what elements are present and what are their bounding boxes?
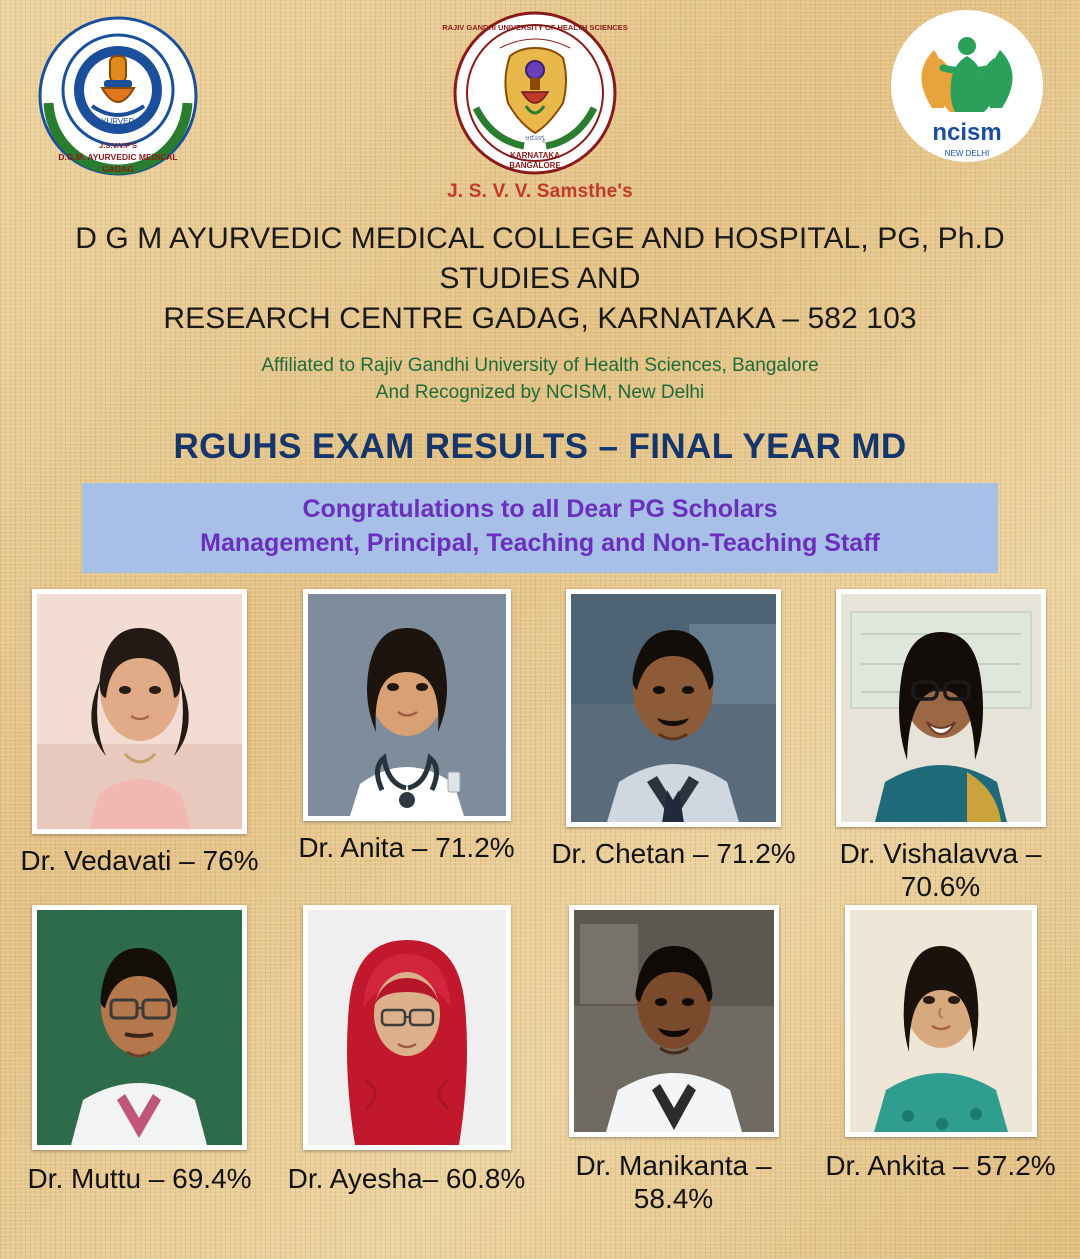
scholar-photo — [37, 910, 242, 1145]
svg-text:AYURVEDA: AYURVEDA — [96, 117, 140, 126]
scholar-photo — [850, 910, 1032, 1132]
photo-frame — [836, 589, 1046, 827]
scholar-card — [273, 589, 540, 903]
svg-text:KARNATAKA: KARNATAKA — [510, 151, 560, 160]
svg-text:BANGALORE: BANGALORE — [509, 161, 561, 170]
scholar-photo — [571, 594, 776, 822]
svg-text:D.G.M. AYURVEDIC MEDICAL: D.G.M. AYURVEDIC MEDICAL — [58, 152, 178, 162]
samsthe-line: J. S. V. V. Samsthe's — [447, 181, 633, 202]
scholar-caption: Dr. Manikanta – 58.4% — [575, 1149, 772, 1214]
photo-frame — [32, 589, 247, 834]
scholar-caption: Dr. Ankita – 57.2% — [825, 1149, 1056, 1181]
svg-text:RAJIV GANDHI UNIVERSITY OF HEA: RAJIV GANDHI UNIVERSITY OF HEALTH SCIENCES — [442, 23, 628, 32]
affiliation-block — [0, 353, 1080, 407]
congratulations-banner — [82, 483, 998, 573]
scholar-caption: Dr. Vedavati – 76% — [20, 844, 259, 876]
dgm-ayurvedic-medical-college-gadag-logo — [18, 8, 218, 183]
congratulations-line-1: Congratulations to all Dear PG Scholars — [302, 494, 778, 523]
scholar-card — [6, 589, 273, 903]
photo-frame — [303, 589, 511, 821]
logo-bar — [0, 0, 1080, 185]
svg-text:J.S.V.V.P'S: J.S.V.V.P'S — [99, 141, 137, 150]
scholar-card — [273, 905, 540, 1215]
scholars-grid — [0, 589, 1080, 1215]
page-title: RGUHS EXAM RESULTS – FINAL YEAR MD — [173, 426, 907, 466]
scholar-caption: Dr. Vishalavva – 70.6% — [839, 837, 1042, 902]
scholar-caption: Dr. Chetan – 71.2% — [551, 837, 796, 869]
scholar-card — [807, 589, 1074, 903]
scholar-photo — [841, 594, 1041, 822]
scholar-card — [540, 905, 807, 1215]
scholar-caption: Dr. Anita – 71.2% — [298, 831, 515, 863]
affiliation-line-1: Affiliated to Rajiv Gandhi University of Health Sciences, Bangalore — [261, 354, 819, 376]
svg-text:ಆರೋಗ್ಯ: ಆರೋಗ್ಯ — [525, 135, 545, 142]
photo-frame — [303, 905, 511, 1150]
scholar-card — [807, 905, 1074, 1215]
scholar-caption: Dr. Ayesha– 60.8% — [287, 1162, 526, 1194]
college-name-line-2: RESEARCH CENTRE GADAG, KARNATAKA – 582 103 — [163, 301, 917, 335]
svg-text:NEW DELHI: NEW DELHI — [944, 149, 990, 158]
scholar-photo — [308, 594, 506, 816]
scholar-photo — [308, 910, 506, 1145]
scholar-caption: Dr. Muttu – 69.4% — [27, 1162, 252, 1194]
photo-frame — [566, 589, 781, 827]
scholar-photo — [37, 594, 242, 829]
affiliation-line-2: And Recognized by NCISM, New Delhi — [375, 381, 705, 403]
photo-frame — [32, 905, 247, 1150]
svg-text:ncism: ncism — [932, 119, 1002, 146]
college-name — [0, 219, 1080, 339]
scholar-photo — [574, 910, 774, 1132]
college-name-line-1: D G M AYURVEDIC MEDICAL COLLEGE AND HOSPITAL, PG, Ph.D STUDIES AND — [75, 222, 1005, 295]
scholar-card — [540, 589, 807, 903]
congratulations-line-2: Management, Principal, Teaching and Non-Teaching Staff — [200, 529, 880, 558]
ncism-logo — [880, 8, 1055, 168]
photo-frame — [569, 905, 779, 1137]
rajiv-gandhi-university-of-health-sciences-logo — [440, 8, 630, 178]
scholar-card — [6, 905, 273, 1215]
svg-text:GADAG: GADAG — [102, 164, 134, 174]
photo-frame — [845, 905, 1037, 1137]
